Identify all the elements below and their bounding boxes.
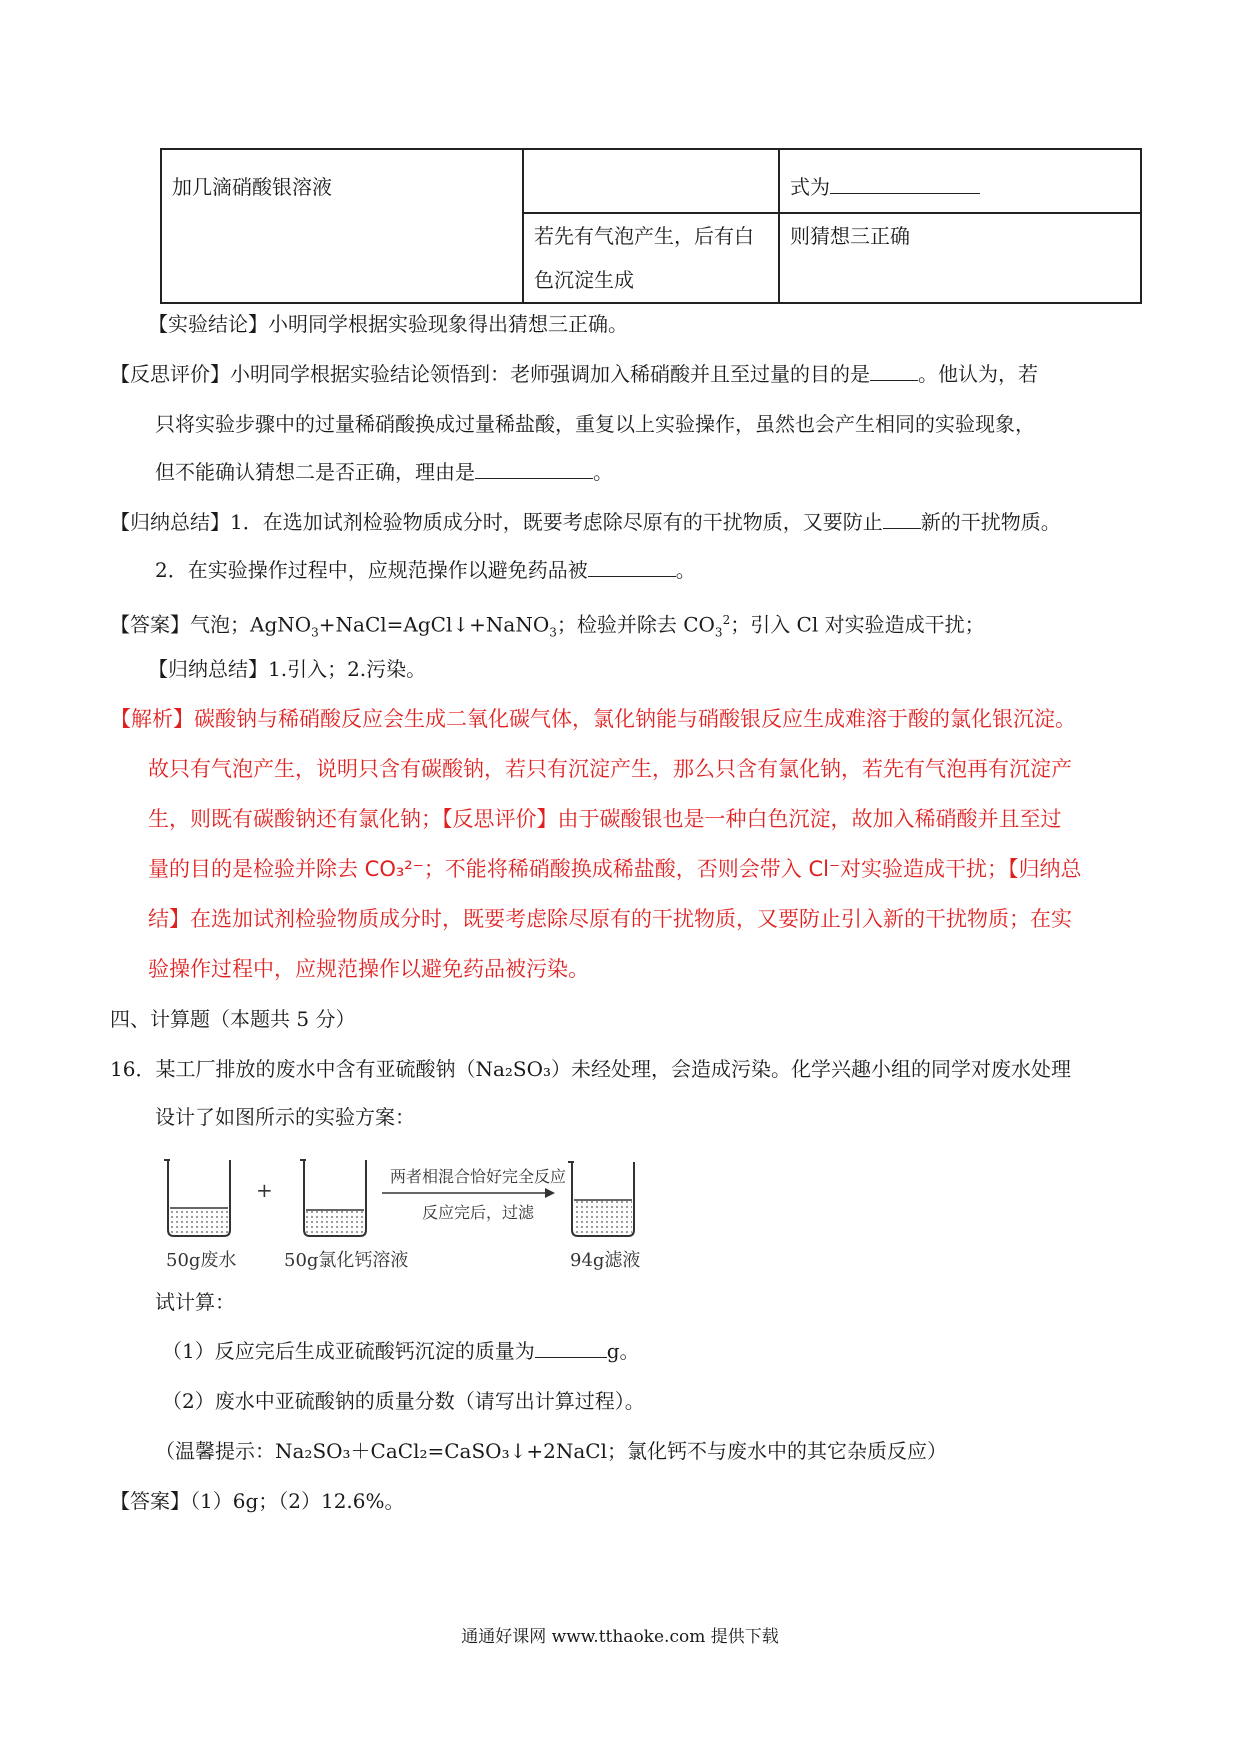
question-16-line-1: 16．某工厂排放的废水中含有亚硫酸钠（Na₂SO₃）未经处理，会造成污染。化学兴趣小组的同学对废水处理	[110, 1057, 1072, 1081]
calc-title: 试计算：	[155, 1290, 235, 1314]
experiment-table	[160, 148, 1142, 304]
answer-sub-3: 3	[714, 625, 723, 640]
calc-part-1-unit: g。	[606, 1339, 640, 1363]
table-cell-step	[161, 149, 523, 303]
reflection-text-1a: 【反思评价】小明同学根据实验结论领悟到：老师强调加入稀硝酸并且至过量的目的是	[110, 362, 870, 386]
analysis-line-4: 量的目的是检验并除去 CO₃²⁻；不能将稀硝酸换成稀盐酸，否则会带入 Cl⁻对实验造成干扰；【归纳总	[148, 857, 1082, 881]
answer-text-d: ；引入 Cl 对实验造成干扰；	[730, 612, 985, 637]
summary-line-2	[155, 556, 696, 584]
beaker-filtrate-icon	[568, 1162, 634, 1236]
answer-line-1	[110, 606, 985, 647]
label-wastewater: 50g废水	[166, 1250, 237, 1271]
summary-text-2a: 2．在实验操作过程中，应规范操作以避免药品被	[155, 558, 588, 582]
analysis-line-3: 生，则既有碳酸钠还有氯化钠；【反思评价】由于碳酸银也是一种白色沉淀，故加入稀硝酸并且至过	[148, 807, 1062, 831]
reflection-text-3a: 但不能确认猜想二是否正确，理由是	[155, 460, 475, 484]
calc-blank	[535, 1337, 607, 1358]
table-cell-result	[779, 213, 1141, 303]
beaker-wastewater-icon	[164, 1160, 230, 1236]
calc-part-2: （2）废水中亚硫酸钠的质量分数（请写出计算过程）。	[162, 1389, 645, 1413]
table-cell-empty	[523, 149, 779, 213]
answer-2: 【答案】（1）6g；（2）12.6%。	[110, 1489, 405, 1513]
page-footer: 通通好课网 www.tthaoke.com 提供下载	[461, 1627, 779, 1647]
answer-sub-1: 3	[311, 625, 319, 640]
reflection-blank-1	[870, 360, 918, 381]
reflection-blank-2	[475, 458, 593, 479]
phenomenon-text: 若先有气泡产生，后有白色沉淀生成	[534, 224, 754, 292]
answer-text-a: 【答案】气泡；AgNO	[110, 612, 312, 637]
formula-blank	[830, 173, 980, 194]
formula-label: 式为	[790, 175, 830, 199]
analysis-line-2: 故只有气泡产生，说明只含有碳酸钠，若只有沉淀产生，那么只含有氯化钠，若先有气泡再有沉淀产	[148, 757, 1072, 781]
result-text: 则猜想三正确	[790, 224, 910, 248]
answer-text-c: ；检验并除去 CO	[556, 612, 715, 637]
reflection-line-3	[155, 458, 613, 486]
summary-text-2b: 。	[675, 558, 696, 582]
calc-part-1-text: （1）反应完后生成亚硫酸钙沉淀的质量为	[162, 1339, 535, 1363]
analysis-line-5: 结】在选加试剂检验物质成分时，既要考虑除尽原有的干扰物质，又要防止引入新的干扰物质；在实	[148, 907, 1072, 931]
answer-text-b: +NaCl=AgCl↓+NaNO	[318, 612, 550, 637]
reflection-line-2: 只将实验步骤中的过量稀硝酸换成过量稀盐酸，重复以上实验操作，虽然也会产生相同的实验现象，	[155, 412, 1035, 436]
answer-line-2: 【归纳总结】1.引入；2.污染。	[148, 657, 427, 681]
answer-sub-2: 3	[549, 625, 557, 640]
summary-line-1	[110, 508, 1061, 536]
reflection-line-1	[110, 360, 1038, 388]
label-cacl2: 50g氯化钙溶液	[284, 1250, 409, 1271]
reaction-arrow-icon	[382, 1188, 555, 1198]
label-filtrate: 94g滤液	[570, 1250, 641, 1271]
summary-blank-2	[588, 556, 676, 577]
section-heading: 四、计算题（本题共 5 分）	[110, 1007, 356, 1031]
calc-hint: （温馨提示：Na₂SO₃＋CaCl₂=CaSO₃↓+2NaCl；氯化钙不与废水中的其它杂质反应）	[155, 1439, 947, 1463]
calc-part-1	[162, 1337, 640, 1365]
reflection-text-1b: 。他认为，若	[918, 362, 1038, 386]
experiment-figure	[160, 1150, 700, 1275]
conclusion-text: 【实验结论】小明同学根据实验现象得出猜想三正确。	[148, 312, 628, 336]
table-step-text: 加几滴硝酸银溶液	[172, 175, 332, 199]
summary-blank-1	[883, 508, 921, 529]
reflection-text-3b: 。	[593, 460, 613, 484]
plus-sign: +	[256, 1178, 273, 1202]
summary-text-1b: 新的干扰物质。	[920, 510, 1061, 534]
beaker-cacl2-icon	[300, 1160, 366, 1236]
table-cell-phenomenon	[523, 213, 779, 303]
arrow-label-top: 两者相混合恰好完全反应	[390, 1167, 567, 1186]
question-16-line-2: 设计了如图所示的实验方案：	[155, 1105, 415, 1129]
answer-sup-3: 2	[722, 613, 731, 627]
arrow-label-bottom: 反应完后，过滤	[422, 1203, 535, 1222]
analysis-line-1: 【解析】碳酸钠与稀硝酸反应会生成二氧化碳气体，氯化钠能与硝酸银反应生成难溶于酸的氯化银沉淀。	[110, 707, 1076, 731]
analysis-line-6: 验操作过程中，应规范操作以避免药品被污染。	[148, 957, 589, 981]
table-cell-formula	[779, 149, 1141, 213]
summary-text-1a: 【归纳总结】1．在选加试剂检验物质成分时，既要考虑除尽原有的干扰物质，又要防止	[110, 510, 883, 534]
